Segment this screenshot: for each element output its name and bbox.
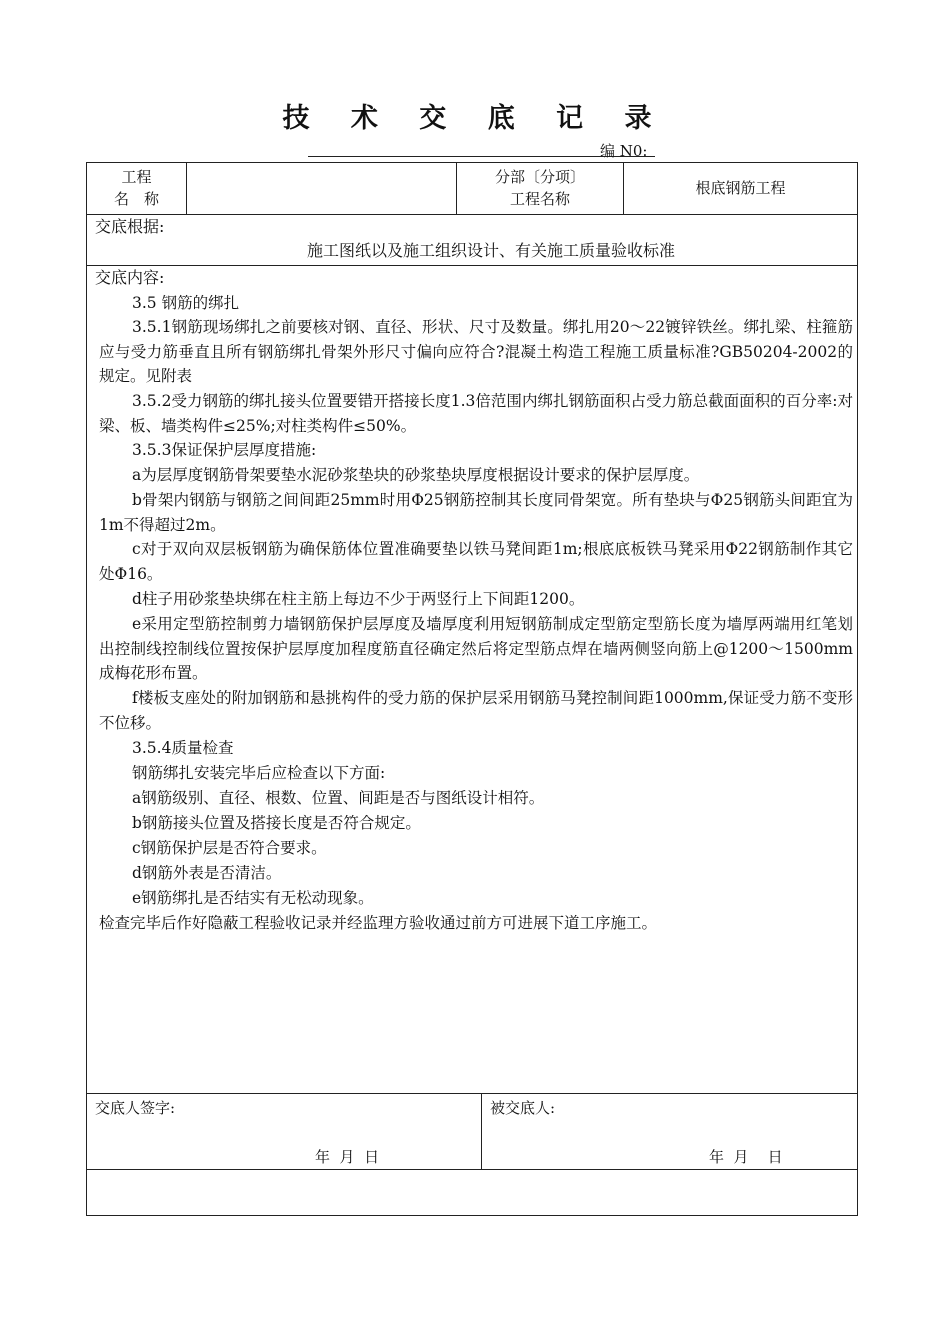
content-paragraph: 钢筋绑扎安装完毕后应检查以下方面: bbox=[132, 764, 386, 782]
checklist-item: c钢筋保护层是否符合要求。 bbox=[132, 839, 327, 857]
basis-label: 交底根据: bbox=[95, 217, 165, 236]
section-heading: 3.5 钢筋的绑扎 bbox=[132, 294, 240, 312]
serial-number-label: 编 N0: bbox=[600, 142, 648, 160]
division-name-value: 根底钢筋工程 bbox=[695, 179, 786, 197]
divider bbox=[87, 265, 857, 266]
divider bbox=[186, 163, 187, 214]
divider bbox=[87, 214, 857, 215]
checklist-item: b钢筋接头位置及搭接长度是否符合规定。 bbox=[132, 814, 421, 832]
content-paragraph: f楼板支座处的附加钢筋和悬挑构件的受力筋的保护层采用钢筋马凳控制间距1000mm,保证受力筋不变形不位移。 bbox=[99, 689, 853, 732]
closing-statement: 检查完毕后作好隐蔽工程验收记录并经监理方验收通过前方可进展下道工序施工。 bbox=[99, 914, 658, 932]
basis-text: 施工图纸以及施工组织设计、有关施工质量验收标准 bbox=[307, 241, 676, 260]
project-name-label: 工程 名 称 bbox=[113, 168, 159, 208]
section-heading: 3.5.4质量检查 bbox=[132, 739, 234, 757]
divider bbox=[481, 1093, 482, 1169]
disclosure-form bbox=[86, 162, 858, 1216]
serial-number-line bbox=[308, 139, 655, 160]
divider bbox=[87, 1093, 857, 1094]
receiver-signature-label: 被交底人: bbox=[490, 1099, 556, 1117]
checklist-item: d钢筋外表是否清洁。 bbox=[132, 864, 282, 882]
giver-signature-label: 交底人签字: bbox=[95, 1099, 176, 1117]
checklist-item: e钢筋绑扎是否结实有无松动现象。 bbox=[132, 889, 374, 907]
content-paragraph: c对于双向双层板钢筋为确保筋体位置准确要垫以铁马凳间距1m;根底底板铁马凳采用Φ22钢筋制作其它处Φ16。 bbox=[99, 540, 853, 583]
document-title: 技 术 交 底 记 录 bbox=[282, 103, 668, 134]
content-paragraph: e采用定型筋控制剪力墙钢筋保护层厚度及墙厚度利用短钢筋制成定型筋定型筋长度为墙厚两端用红笔划出控制线控制线位置按保护层厚度加程度筋直径确定然后将定型筋点焊在墙两侧竖向筋上@1200～1500mm成梅花形布置。 bbox=[99, 615, 853, 682]
content-label: 交底内容: bbox=[95, 268, 165, 287]
division-name-label: 分部〔分项〕 工程名称 bbox=[494, 168, 585, 208]
divider bbox=[87, 1169, 857, 1170]
receiver-date: 年 月 日 bbox=[709, 1148, 783, 1166]
content-paragraph: b骨架内钢筋与钢筋之间间距25mm时用Φ25钢筋控制其长度同骨架宽。所有垫块与Φ25钢筋头间距宜为1m不得超过2m。 bbox=[99, 491, 853, 534]
checklist-item: a钢筋级别、直径、根数、位置、间距是否与图纸设计相符。 bbox=[132, 789, 545, 807]
content-paragraph: 3.5.1钢筋现场绑扎之前要核对钢、直径、形状、尺寸及数量。绑扎用20～22镀锌铁丝。绑扎梁、柱箍筋应与受力筋垂直且所有钢筋绑扎骨架外形尺寸偏向应符合?混凝土构造工程施工质量标准?GB50204-2002的规定。见附表 bbox=[99, 318, 853, 385]
giver-date: 年 月 日 bbox=[315, 1148, 380, 1166]
content-paragraph: a为层厚度钢筋骨架要垫水泥砂浆垫块的砂浆垫块厚度根据设计要求的保护层厚度。 bbox=[132, 466, 700, 484]
content-paragraph: d柱子用砂浆垫块绑在柱主筋上每边不少于两竖行上下间距1200。 bbox=[132, 590, 585, 608]
content-paragraph: 3.5.2受力钢筋的绑扎接头位置要错开搭接长度1.3倍范围内绑扎钢筋面积占受力筋总截面面积的百分率:对梁、板、墙类构件≤25%;对柱类构件≤50%。 bbox=[99, 392, 853, 435]
content-paragraph: 3.5.3保证保护层厚度措施: bbox=[132, 441, 317, 459]
